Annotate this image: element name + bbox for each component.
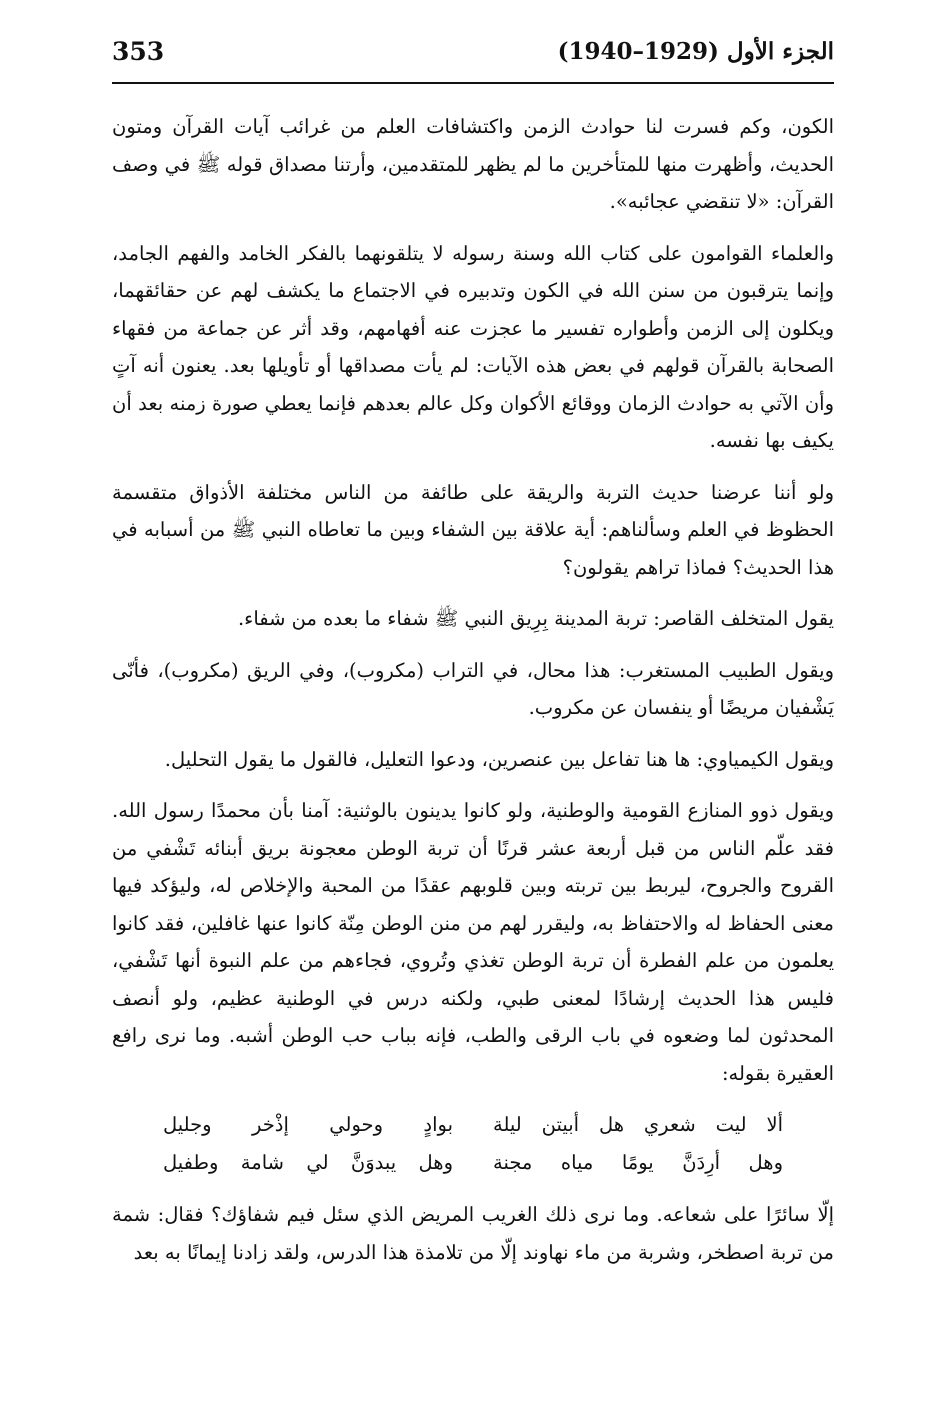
closing-paragraph: إلّا سائرًا على شعاعه. وما نرى ذلك الغريب المريض الذي سئل فيم شفاؤك؟ فقال: شمة من تربة اصطخر، وشربة من ماء نهاوند إلّا من تلامذة هذا الدرس، ولقد زادنا إيمانًا به بعد [112, 1203, 834, 1264]
running-title: الجزء الأول (1929–1940) [557, 38, 834, 65]
body-text [112, 108, 834, 1285]
page-number: 353 [112, 37, 165, 66]
poem-verse [163, 1144, 783, 1182]
paragraph: والعلماء القوامون على كتاب الله وسنة رسوله لا يتلقونهما بالفكر الخامد والفهم الجامد، وإنما يترقبون من سنن الله في الكون وتدبيره في الاجتماع ما يكشف لهم عن حقائقهما، ويكلون إلى الزمن وأطواره تفسير ما عجزت عنه أفهامهم، وقد أثر عن جماعة من فقهاء الصحابة بالقرآن قولهم في بعض هذه الآيات: لم يأت مصداقها أو تأويلها بعد. يعنون أنه آتٍ وأن الآتي به حوادث الزمان ووقائع الأكوان وكل عالم بعدهم فإنما يعطي صورة زمنه بعد أن يكيف بها نفسه. [112, 241, 834, 452]
poem-verse [163, 1106, 783, 1144]
poem-second-hemistich: بوادٍ وحولي إذْخر وجليل [163, 1113, 453, 1136]
page-header [112, 36, 834, 76]
paragraph: الكون، وكم فسرت لنا حوادث الزمن واكتشافات العلم من غرائب آيات القرآن ومتون الحديث، وأظهرت منها للمتأخرين ما لم يظهر للمتقدمين، وأرتنا مصداق قوله ﷺ في وصف القرآن: «لا تنقضي عجائبه». [112, 115, 834, 213]
paragraph: ولو أننا عرضنا حديث التربة والريقة على طائفة من الناس مختلفة الأذواق متقسمة الحظوظ في العلم وسألناهم: أية علاقة بين الشفاء وبين ما تعاطاه النبي ﷺ من أسبابه في هذا الحديث؟ فماذا تراهم يقولون؟ [112, 480, 834, 579]
header-rule [112, 82, 834, 84]
paragraph: ويقول الكيمياوي: ها هنا تفاعل بين عنصرين، ودعوا التعليل، فالقول ما يقول التحليل. [164, 747, 834, 771]
poem-first-hemistich: وهل أرِدَنَّ يومًا مياه مجنة [493, 1151, 783, 1174]
paragraph: ويقول ذوو المنازع القومية والوطنية، ولو كانوا يدينون بالوثنية: آمنا بأن محمدًا رسول الله. فقد علّم الناس من قبل أربعة عشر قرنًا أن تربة الوطن معجونة بريق أبنائه تَشْفي من القروح والجروح، ليربط بين تربته وبين قلوبهم عقدًا من المحبة والإخلاص له، وليؤكد فيها معنى الحفاظ له والاحتفاظ به، وليقرر لهم من منن الوطن مِنّة كانوا عنها غافلين، فقد كانوا يعلمون من علم الفطرة أن تربة الوطن تغذي وتُروي، فجاءهم من علم النبوة أنها تَشْفي، فليس هذا الحديث إرشادًا لمعنى طبي، ولكنه درس في الوطنية عظيم، ولو أنصف المحدثون لما وضعوه في باب الرقى والطب، فإنه بباب حب الوطن أشبه. وما نرى رافع العقيرة بقوله: [112, 799, 834, 1085]
paragraph: ويقول الطبيب المستغرب: هذا محال، في التراب (مكروب)، وفي الريق (مكروب)، فأنّى يَشْفيان مريضًا أو ينفسان عن مكروب. [112, 658, 834, 719]
poem-verses [163, 1106, 783, 1182]
poem-first-hemistich: ألا ليت شعري هل أبيتن ليلة [493, 1113, 783, 1136]
poem-second-hemistich: وهل يبدوَنَّ لي شامة وطفيل [163, 1151, 453, 1174]
paragraph: يقول المتخلف القاصر: تربة المدينة بِرِيق النبي ﷺ شفاء ما بعده من شفاء. [237, 607, 834, 630]
